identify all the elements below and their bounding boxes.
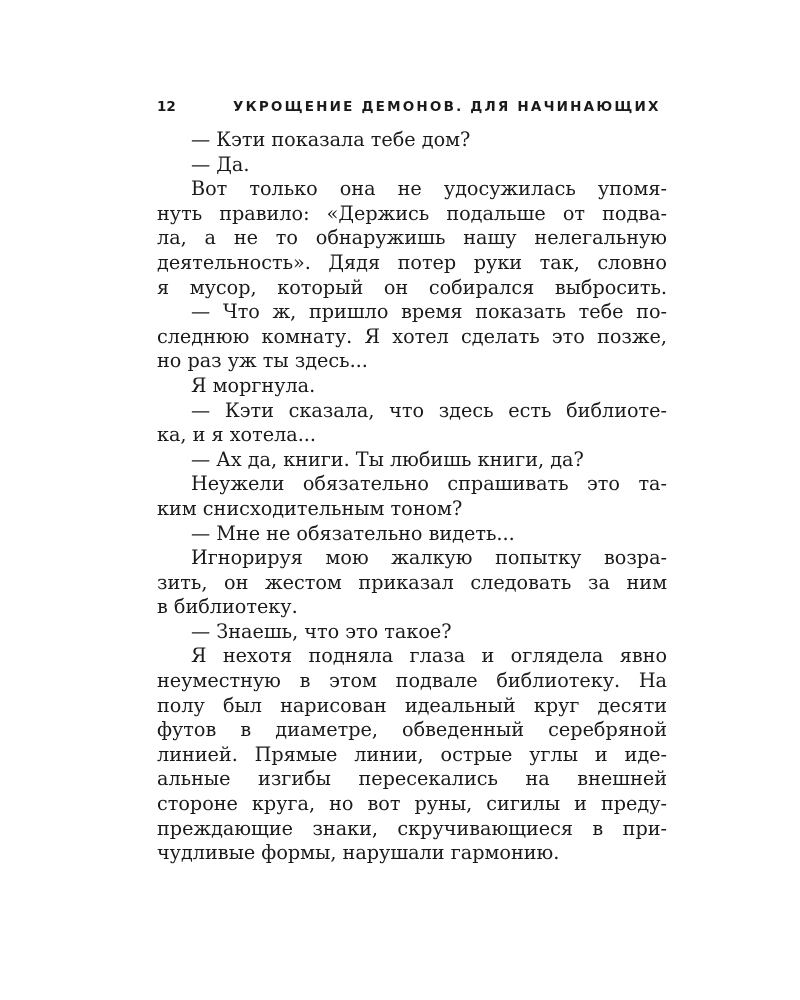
text-line: стороне круга, но вот руны, сигилы и преду- — [157, 792, 667, 816]
text-line: зить, он жестом приказал следовать за ним — [157, 570, 667, 594]
text-line: деятельность». Дядя потер руки так, словно — [157, 250, 667, 274]
text-line: нуть правило: «Держись подальше от подва- — [157, 201, 667, 225]
text-line: — Кэти показала тебе дом? — [191, 128, 471, 151]
book-title: УКРОЩЕНИЕ ДЕМОНОВ. ДЛЯ НАЧИНАЮЩИХ — [233, 99, 661, 115]
text-line: следнюю комнату. Я хотел сделать это позже, — [157, 324, 667, 348]
text-line: в библиотеку. — [157, 595, 298, 619]
body-text — [157, 128, 667, 866]
text-line: Вот только она не удосужилась упомя- — [191, 177, 667, 201]
text-line: линией. Прямые линии, острые углы и иде- — [157, 742, 667, 766]
text-line: ка, и я хотела... — [157, 423, 316, 447]
text-line: Я моргнула. — [191, 373, 316, 397]
text-line: ла, а не то обнаружишь нашу нелегальную — [157, 226, 667, 250]
text-line: преждающие знаки, скручивающиеся в при- — [157, 816, 667, 840]
text-line: чудливые формы, нарушали гармонию. — [157, 841, 560, 865]
text-line: альные изгибы пересекались на внешней — [157, 767, 667, 791]
text-line: полу был нарисован идеальный круг десяти — [157, 693, 667, 717]
text-line: — Мне не обязательно видеть... — [191, 521, 515, 545]
text-line: Я нехотя подняла глаза и оглядела явно — [191, 644, 667, 668]
running-head — [157, 96, 667, 118]
text-line: — Да. — [191, 152, 250, 176]
text-line: Игнорируя мою жалкую попытку возра- — [191, 546, 667, 570]
text-line: — Ах да, книги. Ты любишь книги, да? — [191, 447, 584, 471]
text-line: — Знаешь, что это такое? — [191, 619, 452, 643]
text-line: неуместную в этом подвале библиотеку. На — [157, 669, 667, 693]
text-line: — Что ж, пришло время показать тебе по- — [191, 300, 667, 324]
page-number: 12 — [157, 99, 176, 115]
text-line: — Кэти сказала, что здесь есть библиоте- — [191, 398, 667, 422]
text-line: Неужели обязательно спрашивать это та- — [191, 472, 667, 496]
text-line: ким снисходительным тоном? — [157, 496, 463, 520]
text-line: но раз уж ты здесь... — [157, 349, 368, 373]
text-line: я мусор, который он собирался выбросить. — [157, 275, 667, 299]
text-line: футов в диаметре, обведенный серебряной — [157, 718, 667, 742]
